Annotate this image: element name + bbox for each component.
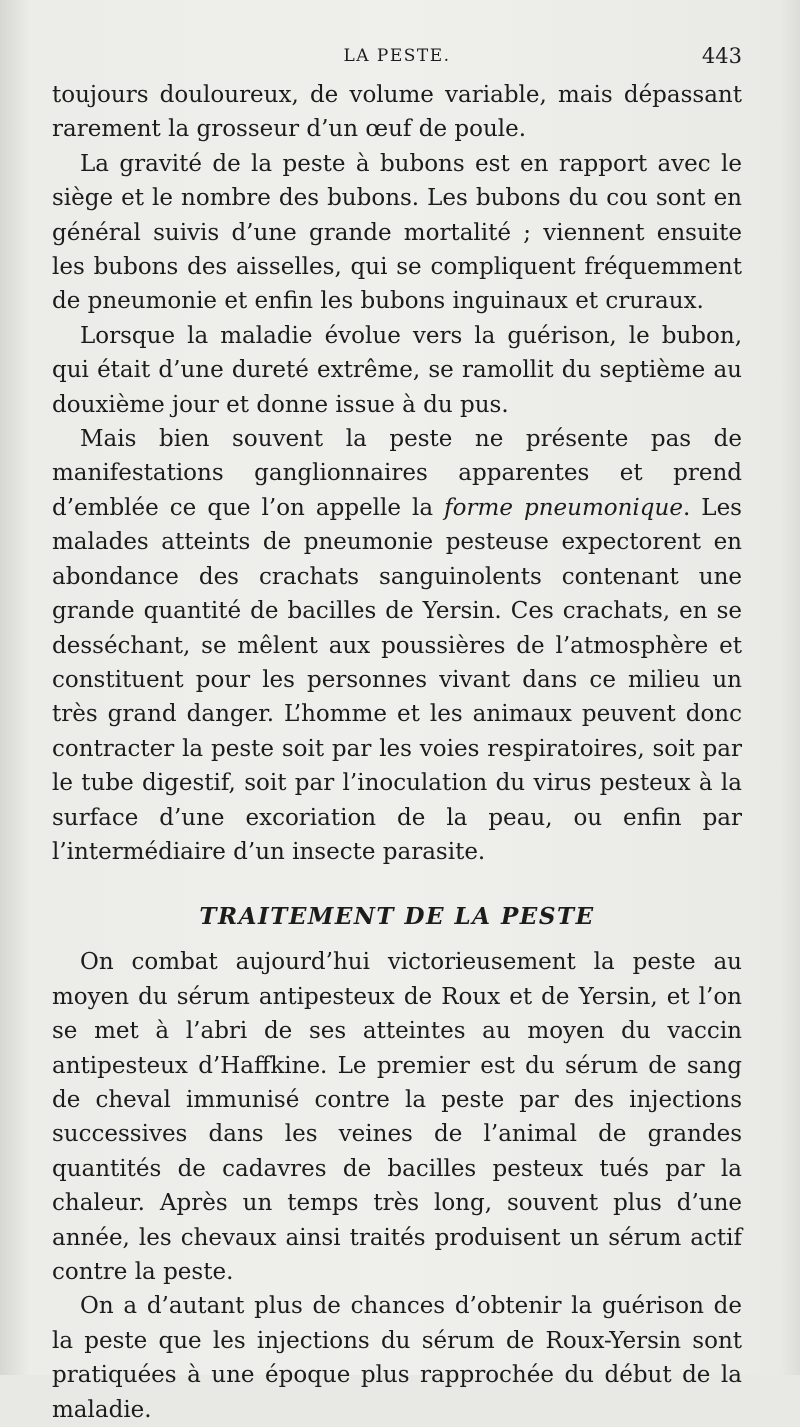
paragraph-pneumonic-form bbox=[52, 422, 742, 869]
paragraph-injections: On a d’autant plus de chances d’obtenir la guérison de la peste que les injections du sérum de Roux-Yersin sont pratiquées à une époque plus rapprochée du début de la maladie. bbox=[52, 1293, 742, 1423]
pneumonic-text-end: . Les malades atteints de pneumonie pesteuse expectorent en abondance des crachats sanguinolents contenant une grande quantité de bacilles de Yersin. Ces crachats, en se desséchant, se mêlent aux poussières de l’atmosphère et constituent pour les personnes vivant dans ce milieu un très grand danger. L’homme et les animaux peuvent donc contracter la peste soit par les voies respiratoires, soit par le tube digestif, soit par l’inoculation du virus pesteux à la surface d’une excoriation de la peau, ou enfin par l’intermédiaire d’un insecte parasite. bbox=[52, 494, 742, 865]
pneumonic-text-start: Mais bien souvent la peste ne présente pas de manifestations ganglionnaires apparentes et prend d’emblée ce que l’on appelle la bbox=[52, 426, 742, 521]
pneumonic-term: forme pneumonique bbox=[444, 494, 683, 521]
page-number: 443 bbox=[701, 44, 742, 68]
running-head bbox=[52, 38, 742, 78]
section-heading: TRAITEMENT DE LA PESTE bbox=[199, 903, 595, 931]
body-text bbox=[52, 78, 742, 1427]
paragraph-gravity: La gravité de la peste à bubons est en rapport avec le siège et le nombre des bubons. Les bubons du cou sont en général suivis d’une grande mortalité ; viennent ensuite les bubons des aisselles, qui se compliquent fréquemment de pneumonie et enfin les bubons inguinaux et cruraux. bbox=[52, 150, 742, 315]
paragraph-bubon-description: toujours douloureux, de volume variable, mais dépassant rarement la grosseur d’un œuf de poule. bbox=[52, 82, 742, 143]
running-title: LA PESTE. bbox=[343, 46, 451, 66]
paragraph-healing: Lorsque la maladie évolue vers la guérison, le bubon, qui était d’une dureté extrême, se ramollit du septième au douxième jour et donne issue à du pus. bbox=[52, 322, 742, 418]
paragraph-serum: On combat aujourd’hui victorieusement la peste au moyen du sérum antipesteux de Roux et de Yersin, et l’on se met à l’abri de ses atteintes au moyen du vaccin antipesteux d’Haffkine. Le premier est du sérum de sang de cheval immunisé contre la peste par des injections successives dans les veines de l’animal de grandes quantités de cadavres de bacilles pesteux tués par la chaleur. Après un temps très long, souvent plus d’une année, les chevaux ainsi traités produisent un sérum actif contre la peste. bbox=[52, 949, 742, 1285]
